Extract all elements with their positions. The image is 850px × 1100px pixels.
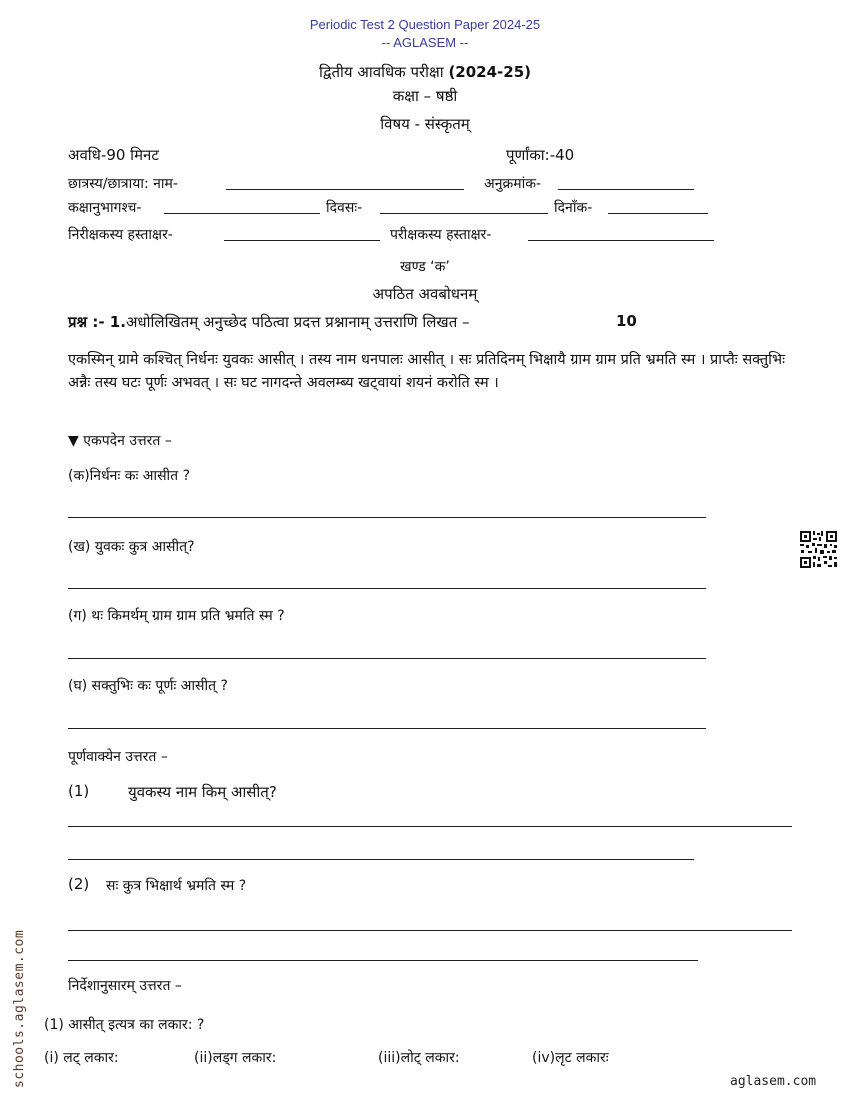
directed-heading: निर्देशानुसारम् उत्तरत – [68,978,182,994]
one-word-question-gha: (घ) सक्तुभिः कः पूर्णः आसीत् ? [68,678,228,694]
full-sentence-q1-number: (1) [68,782,90,800]
footer-watermark: aglasem.com [730,1074,817,1089]
answer-line[interactable] [68,930,792,931]
section-label: कक्षानुभागश्च- [68,200,142,216]
source-sub: -- AGLASEM -- [381,35,469,50]
question-1-marks: 10 [616,312,637,330]
section-title: अपठित अवबोधनम् [372,285,478,303]
one-word-question-kha: (ख) युवकः कुत्र आसीत्? [68,539,195,555]
invigilator-sign-line [224,240,380,241]
answer-line[interactable] [68,728,706,729]
duration: अवधि-90 मिनट [68,146,159,164]
invigilator-sign-label: निरीक्षकस्य हस्ताक्षर- [68,227,173,243]
full-marks: पूर्णांका:-40 [506,146,575,164]
exam-title [0,62,850,82]
option-iv: (iv)लृट लकारः [532,1050,609,1066]
one-word-question-ka: (क)निर्धनः कः आसीत ? [68,468,191,484]
student-name-label: छात्रस्य/छात्राया: नाम- [68,176,178,192]
full-sentence-q2-text: सः कुत्र भिक्षार्थ भ्रमति स्म ? [106,878,247,894]
full-sentence-q2-number: (2) [68,875,90,893]
passage: एकस्मिन् ग्रामे कश्चित् निर्धनः युवकः आसीत् । तस्य नाम धनपालः आसीत् । सः प्रतिदिनम् भिक्षायै ग्राम ग्राम प्रति भ्रमति स्म । प्राप्तैः सक्तुभिः अन्नैः तस्य घटः पूर्णः अभवत् । सः घट नागदन्ते अवलम्ब्य खट्वायां शयनं करोति स्म । [68,352,786,391]
exam-title-text: द्वितीय आवधिक परीक्षा [318,63,444,81]
roll-label: अनुक्रमांक- [484,176,542,192]
class-line: कक्षा – षष्ठी [392,87,458,105]
day-line [380,213,548,214]
question-1-text: अधोलिखितम् अनुच्छेद पठित्वा प्रदत्त प्रश्नानाम् उत्तराणि लिखत – [125,313,470,331]
section-line [164,213,320,214]
one-word-question-ga: (ग) थः किमर्थम् ग्राम ग्राम प्रति भ्रमति स्म ? [68,608,285,624]
examiner-sign-line [528,240,714,241]
answer-line[interactable] [68,658,706,659]
exam-year: (2024-25) [448,63,531,81]
option-iii: (iii)लोट् लकार: [378,1050,460,1066]
section-name: खण्ड ‘क’ [400,259,450,275]
date-label: दिनाँक- [554,200,593,216]
roll-line [558,189,694,190]
directed-question: (1) आसीत् इत्यत्र का लकार: ? [44,1017,205,1033]
side-watermark: schools.aglasem.com [12,929,27,1088]
source-line: Periodic Test 2 Question Paper 2024-25 [309,17,541,32]
answer-line[interactable] [68,517,706,518]
answer-line[interactable] [68,588,706,589]
option-ii: (ii)लड्ग लकार: [194,1050,277,1066]
qr-code-icon [799,530,838,569]
option-i: (i) लट् लकार: [44,1050,119,1066]
date-line [608,213,708,214]
subject-line: विषय - संस्कृतम् [380,115,470,133]
answer-line[interactable] [68,826,792,827]
answer-line[interactable] [68,960,698,961]
student-name-line [226,189,464,190]
answer-line[interactable] [68,859,694,860]
day-label: दिवसः- [326,200,363,216]
full-sentence-heading: पूर्णवाक्येन उत्तरत – [68,749,168,765]
one-word-heading: ▼ एकपदेन उत्तरत – [68,433,172,449]
question-1-prefix: प्रश्न :- 1. [68,313,126,331]
question-1 [68,312,470,332]
full-sentence-q1-text: युवकस्य नाम किम् आसीत्? [128,783,277,801]
examiner-sign-label: परीक्षकस्य हस्ताक्षर- [390,227,492,243]
